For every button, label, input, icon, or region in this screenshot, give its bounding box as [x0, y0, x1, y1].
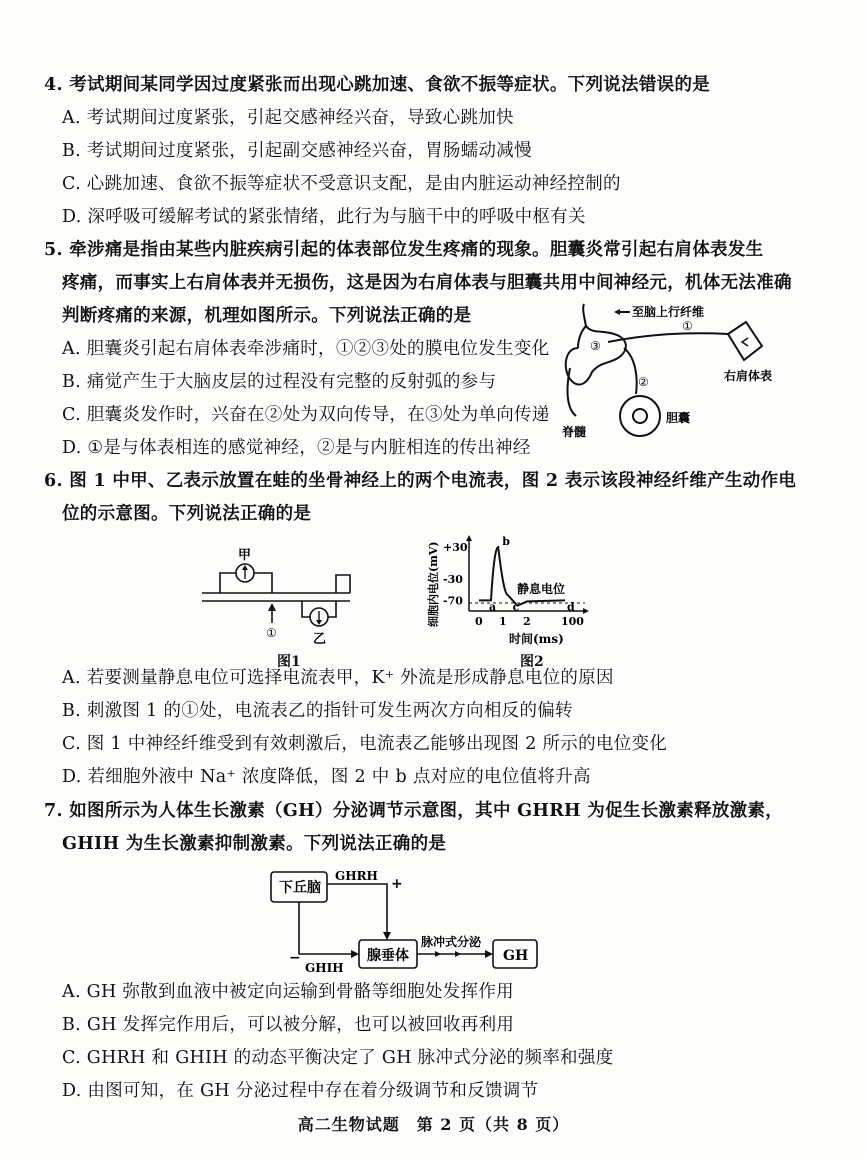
mark-2: ② — [638, 375, 649, 389]
spinal-cord-shape — [566, 326, 626, 385]
q6-stem-line-1: 6. 图 1 中甲、乙表示放置在蛙的坐骨神经上的两个电流表，图 2 表示该段神经纤维产生动作电 — [44, 471, 797, 491]
page-footer: 高二生物试题 第 2 页（共 8 页） — [297, 1115, 570, 1134]
mark-3: ③ — [590, 339, 601, 353]
q5-option-d[interactable]: D. ①是与体表相连的感觉神经，②是与内脏相连的传出神经 — [62, 438, 531, 458]
q6-option-a[interactable]: A. 若要测量静息电位可选择电流表甲，K⁺ 外流是形成静息电位的原因 — [62, 668, 614, 688]
label-gallbladder: 胆囊 — [666, 411, 691, 425]
label-pulse: 脉冲式分泌 — [421, 935, 482, 949]
label-shoulder: 右肩体表 — [724, 369, 773, 383]
fig2-point-label: d — [567, 600, 575, 614]
q7-stem-line-1: 7. 如图所示为人体生长激素（GH）分泌调节示意图，其中 GHRH 为促生长激素释放激素， — [44, 801, 784, 821]
q4-option-a[interactable]: A. 考试期间过度紧张，引起交感神经兴奋，导致心跳加快 — [62, 108, 514, 128]
q6-stem-line-2: 位的示意图。下列说法正确的是 — [62, 504, 312, 524]
sign-minus: − — [289, 950, 301, 966]
meter-yi-label: 乙 — [313, 632, 327, 645]
q6-option-c[interactable]: C. 图 1 中神经纤维受到有效刺激后，电流表乙能够出现图 2 所示的电位变化 — [62, 734, 668, 754]
fig2-xtick: 1 — [499, 615, 507, 628]
q5-stem-line-3: 判断疼痛的来源，机理如图所示。下列说法正确的是 — [62, 306, 472, 326]
sign-plus: + — [391, 876, 403, 892]
label-gh: GH — [503, 948, 529, 964]
fig2-xtick: 0 — [475, 615, 483, 628]
fig2-point-label: a — [489, 600, 497, 614]
q7-option-d[interactable]: D. 由图可知，在 GH 分泌过程中存在着分级调节和反馈调节 — [62, 1081, 539, 1101]
label-brain-fiber: 至脑上行纤维 — [632, 305, 705, 319]
q5-option-b[interactable]: B. 痛觉产生于大脑皮层的过程没有完整的反射弧的参与 — [62, 372, 497, 392]
q5-option-a[interactable]: A. 胆囊炎引起右肩体表牵涉痛时，①②③处的膜电位发生变化 — [62, 339, 550, 359]
q4-option-b[interactable]: B. 考试期间过度紧张，引起副交感神经兴奋，胃肠蠕动减慢 — [62, 141, 532, 161]
q4-stem: 4. 考试期间某同学因过度紧张而出现心跳加速、食欲不振等症状。下列说法错误的是 — [44, 75, 711, 95]
q5-stem-line-2: 疼痛，而事实上右肩体表并无损伤，这是因为右肩体表与胆囊共用中间神经元，机体无法准确 — [62, 273, 792, 293]
q6-option-d[interactable]: D. 若细胞外液中 Na⁺ 浓度降低，图 2 中 b 点对应的电位值将升高 — [62, 767, 591, 787]
fig2-point-label: b — [502, 535, 510, 548]
meter-jia-label: 甲 — [238, 548, 252, 563]
q7-option-a[interactable]: A. GH 弥散到血液中被定向运输到骨骼等细胞处发挥作用 — [62, 982, 514, 1002]
fig1-caption: 图1 — [277, 654, 301, 670]
q6-figure-1 — [200, 545, 370, 645]
mark-1: ① — [682, 319, 693, 333]
q7-option-c[interactable]: C. GHRH 和 GHIH 的动态平衡决定了 GH 脉冲式分泌的频率和强度 — [62, 1048, 614, 1068]
fig2-caption: 图2 — [520, 654, 544, 670]
q7-gh-regulation-diagram — [265, 866, 545, 976]
fig2-xtick: 2 — [523, 615, 531, 628]
q7-option-b[interactable]: B. GH 发挥完作用后，可以被分解，也可以被回收再利用 — [62, 1015, 515, 1035]
label-pituitary: 腺垂体 — [367, 948, 409, 964]
fig2-ytick: +30 — [443, 541, 468, 554]
fig2-ylabel: 细胞内电位(mV) — [427, 541, 440, 627]
action-potential-curve — [479, 547, 565, 606]
label-spine: 脊髓 — [562, 425, 587, 439]
q5-referred-pain-diagram — [548, 298, 788, 446]
q7-stem-line-2: GHIH 为生长激素抑制激素。下列说法正确的是 — [62, 834, 447, 854]
q4-option-c[interactable]: C. 心跳加速、食欲不振等症状不受意识支配，是由内脏运动神经控制的 — [62, 174, 621, 194]
fig2-point-label: c — [512, 600, 520, 614]
fig2-xlabel: 时间(ms) — [509, 632, 564, 646]
q5-stem-line-1: 5. 牵涉痛是指由某些内脏疾病引起的体表部位发生疼痛的现象。胆囊炎常引起右肩体表发生 — [44, 240, 764, 260]
label-ghih: GHIH — [305, 961, 344, 975]
q6-figure-2-chart — [425, 535, 595, 650]
q4-option-d[interactable]: D. 深呼吸可缓解考试的紧张情绪，此行为与脑干中的呼吸中枢有关 — [62, 207, 586, 227]
fig2-ytick: -30 — [443, 573, 463, 586]
label-ghrh: GHRH — [335, 869, 378, 883]
q6-option-b[interactable]: B. 刺激图 1 的①处，电流表乙的指针可发生两次方向相反的偏转 — [62, 701, 573, 721]
fig2-note: 静息电位 — [517, 582, 566, 596]
q5-option-c[interactable]: C. 胆囊炎发作时，兴奋在②处为双向传导，在③处为单向传递 — [62, 405, 550, 425]
fig2-xtick: 100 — [561, 615, 584, 628]
label-hypothalamus: 下丘脑 — [279, 880, 321, 896]
stim-mark: ① — [266, 626, 277, 640]
fig2-ytick: -70 — [443, 594, 463, 608]
